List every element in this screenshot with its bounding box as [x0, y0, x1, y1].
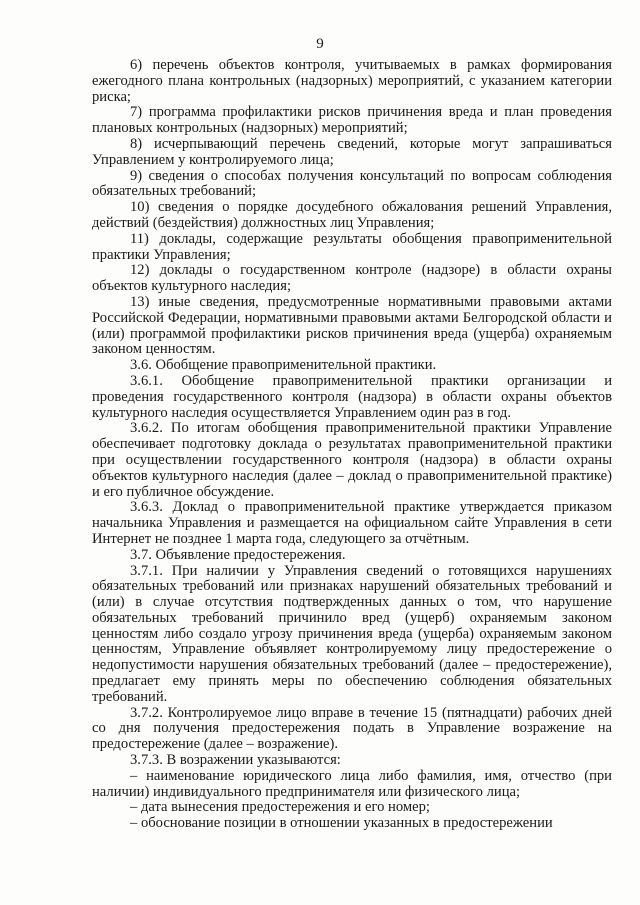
section-heading-3-6: 3.6. Обобщение правоприменительной практики.: [130, 357, 437, 374]
list-item-11: 11) доклады, содержащие результаты обобщения правоприменительной практики Управления;: [92, 230, 612, 263]
page-number: 9: [316, 36, 324, 52]
clause-3-7-2: 3.7.2. Контролируемое лицо вправе в течение 15 (пятнадцати) рабочих дней со дня получения предостережения подать в Управление возражение на предостережение (далее – возражение).: [92, 704, 612, 753]
list-item-8: 8) исчерпывающий перечень сведений, которые могут запрашиваться Управлением у контролируемого лица;: [92, 135, 612, 168]
list-item-13: 13) иные сведения, предусмотренные нормативными правовыми актами Российской Федерации, нормативными правовыми актами Белгородской области и (или) программой профилактики рисков причинения вреда (ущерба) охраняемым законом ценностям.: [92, 293, 612, 358]
dash-item-name: – наименование юридического лица либо фамилия, имя, отчество (при наличии) индивидуального предпринимателя или физического лица;: [92, 767, 612, 800]
clause-3-6-3: 3.6.3. Доклад о правоприменительной практике утверждается приказом начальника Управления и размещается на официальном сайте Управления в сети Интернет не позднее 1 марта года, следующего за отчётным.: [92, 499, 612, 547]
clause-3-6-2: 3.6.2. По итогам обобщения правоприменительной практики Управление обеспечивает подготовку доклада о результатах правоприменительной практики при осуществлении государственного контроля (надзора) в области охраны объектов культурного наследия (далее – доклад о правоприменительной практике) и его публичное обсуждение.: [92, 420, 612, 500]
clause-3-7-3: 3.7.3. В возражении указываются:: [130, 752, 341, 769]
section-heading-3-7: 3.7. Объявление предостережения.: [130, 546, 346, 563]
clause-3-6-1: 3.6.1. Обобщение правоприменительной практики организации и проведения государственного контроля (надзора) в области охраны объектов культурного наследия осуществляется Управлением один раз в год.: [92, 372, 612, 421]
list-item-9: 9) сведения о способах получения консультаций по вопросам соблюдения обязательных требований;: [92, 167, 612, 200]
clause-3-7-1: 3.7.1. При наличии у Управления сведений о готовящихся нарушениях обязательных требований или признаках нарушений обязательных требований и (или) в случае отсутствия подтвержденных данных о том, что нарушение обязательных требований причинило вред (ущерб) охраняемым законом ценностям либо создало угрозу причинения вреда (ущерба) охраняемым законом ценностям, Управление объявляет контролируемому лицу предостережение о недопустимости нарушения обязательных требований (далее – предостережение), предлагает ему принять меры по обеспечению соблюдения обязательных требований.: [92, 562, 612, 705]
list-item-7: 7) программа профилактики рисков причинения вреда и план проведения плановых контрольных (надзорных) мероприятий;: [92, 104, 612, 137]
dash-item-date: – дата вынесения предостережения и его номер;: [130, 799, 430, 816]
list-item-10: 10) сведения о порядке досудебного обжалования решений Управления, действий (бездействия) должностных лиц Управления;: [92, 199, 612, 231]
list-item-6: 6) перечень объектов контроля, учитываемых в рамках формирования ежегодного плана контрольных (надзорных) мероприятий, с указанием категории риска;: [92, 57, 612, 105]
dash-item-justification: – обоснование позиции в отношении указанных в предостережении: [130, 815, 553, 832]
document-body: [92, 58, 612, 832]
list-item-12: 12) доклады о государственном контроле (надзоре) в области охраны объектов культурного наследия;: [92, 262, 612, 295]
